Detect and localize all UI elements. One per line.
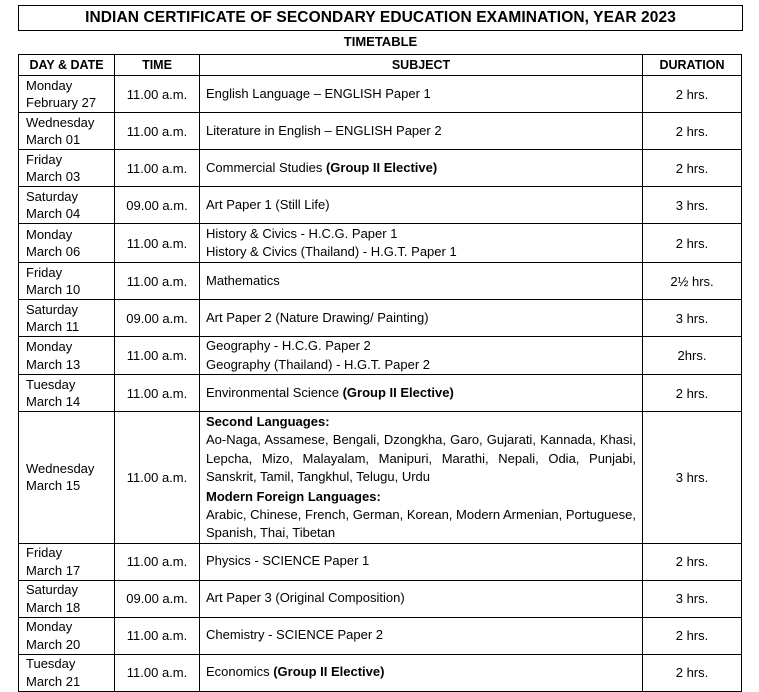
date: March 10 (26, 282, 81, 297)
date: March 11 (26, 319, 80, 334)
column-header-duration: DURATION (643, 55, 742, 76)
subject-cell (200, 150, 643, 187)
day-date-cell (19, 337, 115, 375)
date: March 14 (26, 394, 81, 409)
duration-cell: 3 hrs. (643, 300, 742, 337)
date: March 03 (26, 169, 81, 184)
duration-cell: 2 hrs. (643, 543, 742, 580)
day-date-cell (19, 300, 115, 337)
table-row (19, 150, 742, 187)
day-name: Saturday (26, 188, 79, 204)
duration-cell: 2 hrs. (643, 113, 742, 150)
table-row (19, 412, 742, 544)
foreign-languages-heading: Modern Foreign Languages: (206, 488, 381, 504)
duration-cell: 2½ hrs. (643, 263, 742, 300)
day-date-cell (19, 76, 115, 113)
column-header-day-date: DAY & DATE (19, 55, 115, 76)
time-cell: 11.00 a.m. (115, 150, 200, 187)
subject-text: Economics (206, 664, 274, 680)
subject-text: Environmental Science (206, 384, 343, 400)
table-row (19, 263, 742, 300)
subject-cell: Chemistry - SCIENCE Paper 2 (200, 617, 643, 654)
table-row (19, 76, 742, 113)
document-title: INDIAN CERTIFICATE OF SECONDARY EDUCATION EXAMINATION, YEAR 2023 (18, 5, 743, 31)
time-cell: 09.00 a.m. (115, 300, 200, 337)
subject-cell (200, 654, 643, 691)
subject-cell: Mathematics (200, 263, 643, 300)
duration-cell: 2hrs. (643, 337, 742, 375)
duration-cell: 2 hrs. (643, 375, 742, 412)
subject-line: Geography (Thailand) - H.G.T. Paper 2 (206, 356, 430, 372)
day-date-cell (19, 375, 115, 412)
duration-cell: 2 hrs. (643, 654, 742, 691)
day-name: Wednesday (26, 114, 95, 130)
time-cell: 11.00 a.m. (115, 543, 200, 580)
day-name: Tuesday (26, 656, 76, 671)
day-date-cell (19, 187, 115, 224)
date: March 13 (26, 356, 81, 372)
day-name: Wednesday (26, 460, 95, 476)
table-row (19, 337, 742, 375)
subject-cell (200, 224, 643, 263)
duration-cell: 3 hrs. (643, 187, 742, 224)
timetable (18, 54, 742, 692)
date: March 15 (26, 478, 81, 494)
day-name: Monday (26, 226, 73, 242)
subject-cell: Literature in English – ENGLISH Paper 2 (200, 113, 643, 150)
time-cell: 11.00 a.m. (115, 76, 200, 113)
duration-cell: 3 hrs. (643, 580, 742, 617)
table-row (19, 580, 742, 617)
duration-cell: 2 hrs. (643, 617, 742, 654)
date: March 17 (26, 562, 81, 578)
subject-line: History & Civics (Thailand) - H.G.T. Paper 1 (206, 244, 457, 259)
document-subtitle: TIMETABLE (343, 34, 418, 49)
table-row (19, 617, 742, 654)
group-elective-label: (Group II Elective) (273, 664, 385, 680)
date: March 21 (26, 673, 81, 689)
time-cell: 09.00 a.m. (115, 580, 200, 617)
day-date-cell (19, 543, 115, 580)
day-date-cell (19, 580, 115, 617)
day-name: Friday (26, 151, 63, 167)
subject-line: History & Civics - H.C.G. Paper 1 (206, 225, 398, 241)
group-elective-label: (Group II Elective) (342, 384, 454, 400)
date: March 01 (26, 132, 81, 147)
group-elective-label: (Group II Elective) (325, 159, 438, 175)
table-row (19, 187, 742, 224)
subject-cell: Physics - SCIENCE Paper 1 (200, 543, 643, 580)
column-header-subject: SUBJECT (200, 55, 643, 76)
day-date-cell (19, 412, 115, 544)
date: February 27 (26, 95, 97, 110)
table-row (19, 543, 742, 580)
subject-cell: Art Paper 2 (Nature Drawing/ Painting) (200, 300, 643, 337)
column-header-time: TIME (115, 55, 200, 76)
table-row (19, 300, 742, 337)
subject-line: Geography - H.C.G. Paper 2 (206, 338, 371, 353)
day-name: Friday (26, 264, 63, 280)
subject-cell: English Language – ENGLISH Paper 1 (200, 76, 643, 113)
subject-cell: Art Paper 1 (Still Life) (200, 187, 643, 224)
time-cell: 11.00 a.m. (115, 113, 200, 150)
table-header-row (19, 55, 742, 76)
day-date-cell (19, 113, 115, 150)
time-cell: 11.00 a.m. (115, 337, 200, 375)
day-date-cell (19, 617, 115, 654)
subject-text: Commercial Studies (206, 159, 326, 175)
time-cell: 11.00 a.m. (115, 617, 200, 654)
subject-cell: Art Paper 3 (Original Composition) (200, 580, 643, 617)
time-cell: 11.00 a.m. (115, 263, 200, 300)
subject-cell (200, 412, 643, 544)
time-cell: 11.00 a.m. (115, 412, 200, 544)
duration-cell: 2 hrs. (643, 150, 742, 187)
table-row (19, 224, 742, 263)
date: March 04 (26, 206, 81, 221)
day-name: Monday (26, 77, 73, 93)
day-name: Friday (26, 545, 63, 560)
second-languages-list: Ao-Naga, Assamese, Bengali, Dzongkha, Garo, Gujarati, Kannada, Khasi, Lepcha, Mizo, Malayalam, Manipuri, Marathi, Nepali, Odia, Punjabi, Sanskrit, Tamil, Tangkhul, Telugu, Urdu (206, 432, 636, 484)
second-languages-heading: Second Languages: (206, 414, 330, 429)
table-row (19, 375, 742, 412)
date: March 20 (26, 636, 81, 652)
duration-cell: 2 hrs. (643, 76, 742, 113)
day-name: Monday (26, 619, 73, 634)
date: March 18 (26, 599, 81, 615)
day-date-cell (19, 654, 115, 691)
duration-cell: 2 hrs. (643, 224, 742, 263)
duration-cell: 3 hrs. (643, 412, 742, 544)
table-row (19, 113, 742, 150)
date: March 06 (26, 244, 81, 259)
day-name: Tuesday (26, 376, 76, 392)
time-cell: 09.00 a.m. (115, 187, 200, 224)
day-name: Saturday (26, 301, 79, 317)
day-date-cell (19, 224, 115, 263)
time-cell: 11.00 a.m. (115, 224, 200, 263)
subject-cell (200, 375, 643, 412)
day-date-cell (19, 150, 115, 187)
foreign-languages-list: Arabic, Chinese, French, German, Korean, Modern Armenian, Portuguese, Spanish, Thai, Tibetan (206, 506, 636, 540)
day-name: Monday (26, 339, 73, 354)
day-date-cell (19, 263, 115, 300)
day-name: Saturday (26, 582, 79, 597)
subject-cell (200, 337, 643, 375)
time-cell: 11.00 a.m. (115, 375, 200, 412)
table-row (19, 654, 742, 691)
time-cell: 11.00 a.m. (115, 654, 200, 691)
